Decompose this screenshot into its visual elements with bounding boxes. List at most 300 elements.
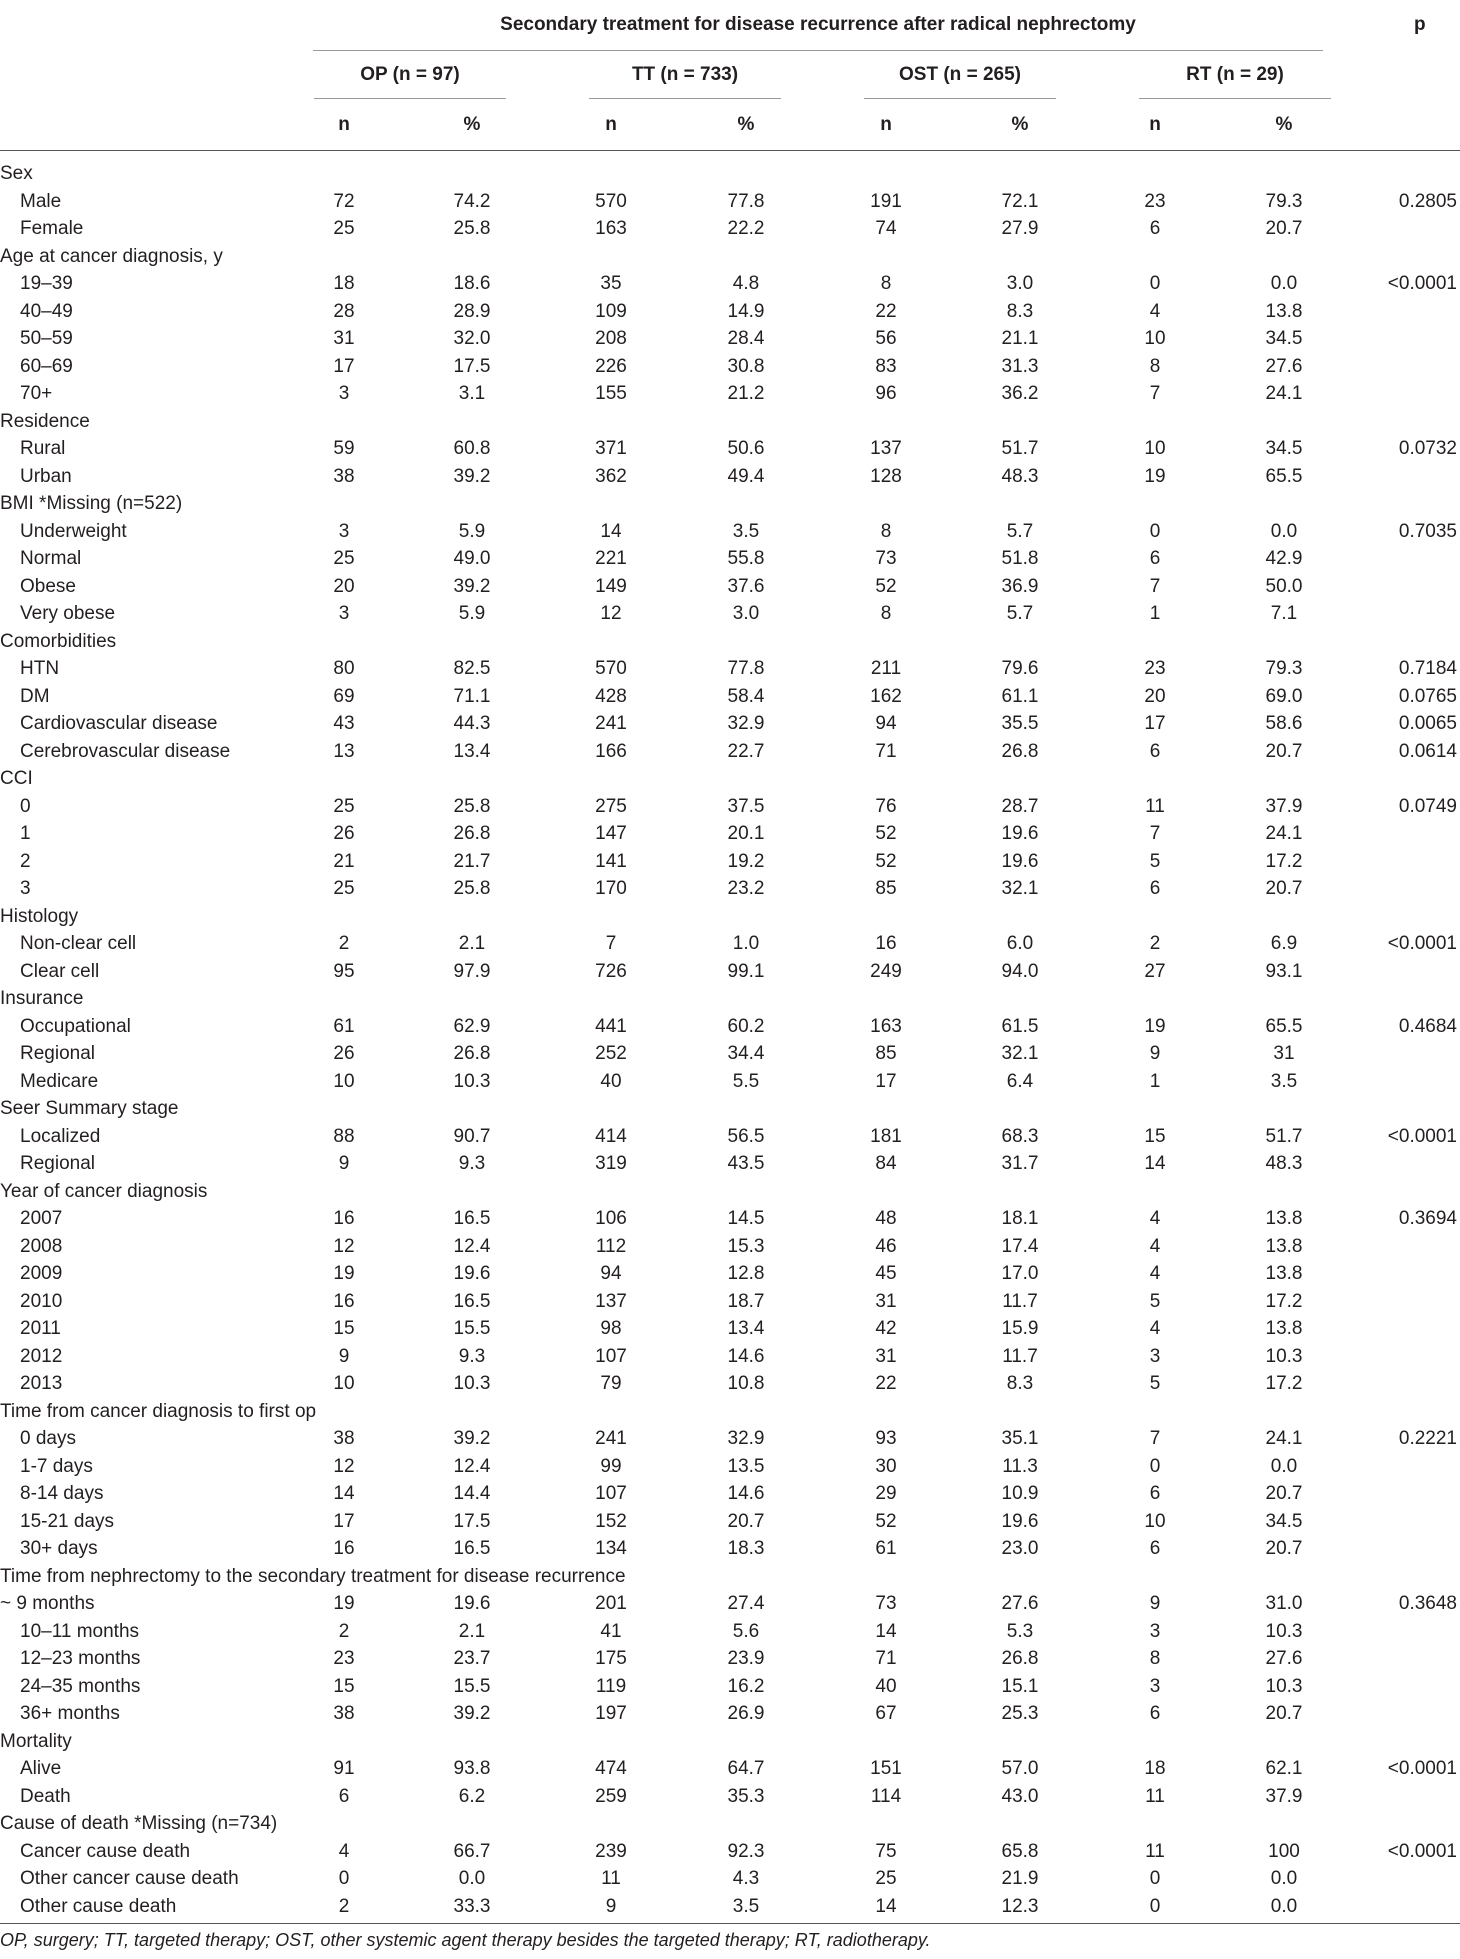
footnote: OP, surgery; TT, targeted therapy; OST, other systemic agent therapy besides the targeted therapy; RT, radiotherapy. (0, 1930, 931, 1950)
table-cell: 12 (333, 1235, 355, 1257)
table-cell: 21.1 (1001, 328, 1039, 349)
table-cell: 5.9 (458, 520, 486, 542)
table-cell: 27 (1144, 960, 1166, 982)
table-cell: 43.5 (727, 1153, 765, 1174)
table-cell: 13.8 (1265, 1208, 1303, 1229)
table-cell: 3 (1149, 1345, 1161, 1367)
table-cell: 51.8 (1001, 548, 1039, 569)
table-cell: 19.6 (1001, 823, 1039, 844)
table-cell: 23 (333, 1648, 355, 1669)
table-cell: 1.0 (732, 933, 760, 954)
row-label: 15-21 days (20, 1510, 115, 1532)
table-cell: 35.3 (727, 1785, 765, 1807)
table-cell: 73 (875, 1593, 897, 1614)
table-cell: 12 (600, 603, 622, 624)
table-cell: 17 (333, 1510, 355, 1532)
table-cell: 61 (875, 1538, 897, 1559)
table-cell: 30.8 (727, 355, 765, 377)
table-cell: 7 (1149, 823, 1161, 844)
table-cell: 16 (333, 1208, 355, 1229)
table-cell: 0 (1149, 1895, 1161, 1917)
table-cell: 241 (595, 1428, 627, 1449)
table-cell: 23.7 (453, 1648, 491, 1669)
table-cell: 10.3 (1265, 1345, 1303, 1367)
subheader-6: n (1149, 114, 1161, 135)
table-cell: 2 (1149, 933, 1161, 954)
table-cell: 93.8 (453, 1758, 491, 1779)
table-cell: 37.5 (727, 795, 765, 817)
table-cell: 25 (333, 218, 355, 239)
table-cell: 249 (870, 960, 902, 982)
table-cell: 201 (595, 1593, 627, 1614)
table-cell: 50.6 (727, 438, 765, 459)
category-label: BMI *Missing (n=522) (0, 493, 183, 514)
table-cell: 22.2 (727, 218, 765, 239)
table-cell: 18.6 (453, 273, 491, 294)
category-label: Mortality (0, 1730, 72, 1752)
table-cell: 32.9 (727, 1428, 765, 1449)
table-cell: 6 (1149, 1483, 1161, 1504)
table-cell: 8.3 (1006, 1373, 1034, 1394)
table-cell: 48.3 (1001, 465, 1039, 487)
table-cell: 19 (1144, 1015, 1166, 1037)
row-label: 1-7 days (20, 1455, 93, 1477)
table-cell: 19.6 (453, 1263, 491, 1284)
table-cell: 71 (875, 1648, 897, 1669)
table-cell: 3.0 (1006, 273, 1034, 294)
table-cell: 175 (595, 1648, 627, 1669)
table-cell: 8 (880, 520, 892, 542)
table-cell: 31.3 (1001, 355, 1039, 377)
table-cell: 211 (870, 658, 902, 679)
table-cell: 27.6 (1265, 355, 1303, 377)
table-cell: 21.2 (727, 383, 765, 404)
table-cell: 25 (333, 878, 355, 899)
table-cell: 99.1 (727, 960, 765, 982)
table-cell: 39.2 (453, 575, 491, 597)
table-cell: 19.6 (1001, 850, 1039, 872)
table-cell: 20.1 (727, 823, 765, 844)
table-cell: 4 (1149, 1318, 1161, 1339)
table-cell: 474 (595, 1758, 627, 1779)
table-cell: 20.7 (1265, 1538, 1303, 1559)
table-cell: 239 (595, 1840, 627, 1862)
table-cell: 170 (595, 878, 627, 899)
table-cell: 51.7 (1001, 438, 1039, 459)
table-cell: 77.8 (727, 190, 765, 212)
table-cell: 197 (595, 1703, 627, 1724)
table-cell: 56.5 (727, 1125, 765, 1147)
subheader-1: % (463, 114, 481, 135)
header-bottom-rule (0, 150, 1460, 151)
table-cell: 10 (333, 1070, 355, 1092)
table-cell: 10 (1144, 328, 1166, 349)
group-rule-3 (1139, 98, 1331, 99)
table-cell: 34.5 (1265, 1510, 1303, 1532)
table-cell: 75 (875, 1840, 897, 1862)
table-cell: 9.3 (458, 1345, 486, 1367)
table-cell: 32.9 (727, 713, 765, 734)
table-cell: 16 (875, 933, 897, 954)
row-label: 2009 (20, 1263, 63, 1284)
table-cell: 0.0 (458, 1868, 486, 1889)
table-cell: 31 (1273, 1043, 1295, 1064)
table-cell: 16 (333, 1538, 355, 1559)
table-cell: 15 (1144, 1125, 1166, 1147)
table-cell: 11 (1145, 1840, 1165, 1862)
category-label: Residence (0, 410, 90, 432)
table-cell: 137 (595, 1290, 627, 1312)
table-cell: 208 (595, 328, 627, 349)
table-cell: 23 (1144, 190, 1166, 212)
table-cell: 14.5 (727, 1208, 765, 1229)
table-cell: 13.4 (453, 740, 491, 762)
subheader-4: n (880, 114, 892, 135)
table-cell: 10.3 (1265, 1620, 1303, 1642)
table-cell: 52 (875, 575, 897, 597)
table-cell: 134 (595, 1538, 627, 1559)
table-cell: 0 (1149, 1455, 1161, 1477)
table-cell: 4.8 (732, 273, 760, 294)
table-cell: 79 (600, 1373, 622, 1394)
table-cell: 4 (1149, 1263, 1161, 1284)
table-cell: 4 (338, 1840, 350, 1862)
table-cell: 14.4 (453, 1483, 491, 1504)
table-cell: 5 (1149, 1373, 1161, 1394)
table-cell: 275 (595, 795, 627, 817)
table-cell: 3.5 (732, 1895, 760, 1917)
table-cell: 71.1 (453, 685, 491, 707)
table-cell: 11.3 (1002, 1455, 1038, 1477)
table-cell: 17.2 (1265, 1290, 1303, 1312)
table-cell: 3 (1149, 1620, 1161, 1642)
table-cell: 14 (1144, 1153, 1166, 1174)
table-cell: 25.8 (453, 795, 491, 817)
table-cell: 9 (605, 1895, 617, 1917)
p-value: 0.4684 (1398, 1015, 1457, 1037)
table-cell: 17.2 (1265, 850, 1303, 872)
table-cell: 18 (333, 273, 355, 294)
group-header-3: RT (n = 29) (1186, 64, 1284, 85)
table-cell: 13.5 (727, 1455, 765, 1477)
table-cell: 60.2 (727, 1015, 765, 1037)
table-cell: 14.6 (727, 1483, 765, 1504)
row-label: ~ 9 months (0, 1593, 95, 1614)
p-value: 0.2805 (1398, 190, 1457, 212)
table-cell: 26.8 (453, 823, 491, 844)
table-cell: 46 (875, 1235, 897, 1257)
table-cell: 7 (1149, 383, 1161, 404)
table-cell: 13.8 (1265, 300, 1303, 322)
table-cell: 5 (1149, 850, 1161, 872)
table-cell: 162 (870, 685, 902, 707)
row-label: 2011 (20, 1318, 61, 1339)
table-cell: 74 (875, 218, 897, 239)
table-cell: 15.1 (1001, 1675, 1039, 1697)
table-cell: 12.8 (727, 1263, 765, 1284)
table-cell: 22.7 (727, 740, 765, 762)
table-cell: 44.3 (453, 713, 491, 734)
table-cell: 24.1 (1265, 383, 1303, 404)
table-cell: 88 (333, 1125, 355, 1147)
group-header-rule (313, 50, 1323, 51)
row-label: Cancer cause death (20, 1840, 191, 1862)
row-label: Occupational (20, 1015, 131, 1037)
table-cell: 0 (338, 1868, 350, 1889)
table-cell: 19.6 (1001, 1510, 1039, 1532)
table-cell: 8.3 (1006, 300, 1034, 322)
table-cell: 17 (1144, 713, 1166, 734)
table-cell: 6 (1149, 548, 1161, 569)
table-cell: 52 (875, 850, 897, 872)
table-cell: 22 (875, 1373, 897, 1394)
group-rule-1 (589, 98, 781, 99)
table-cell: 2.1 (458, 933, 486, 954)
row-label: Localized (20, 1125, 101, 1147)
table-cell: 128 (870, 465, 902, 487)
table-cell: 93.1 (1265, 960, 1303, 982)
table-cell: 3.5 (732, 520, 760, 542)
p-value: 0.3694 (1398, 1208, 1457, 1229)
table-cell: 35.1 (1001, 1428, 1039, 1449)
table-cell: 79.6 (1001, 658, 1039, 679)
table-bottom-rule (0, 1923, 1460, 1924)
table-cell: 36.2 (1001, 383, 1039, 404)
table-cell: 50.0 (1265, 575, 1303, 597)
table-cell: 32.1 (1001, 878, 1039, 899)
row-label: 3 (20, 878, 31, 899)
table-cell: 4.3 (732, 1868, 760, 1889)
table-cell: 25 (875, 1868, 897, 1889)
table-cell: 24.1 (1265, 823, 1303, 844)
table-cell: 21 (333, 850, 355, 872)
table-cell: 4 (1149, 1208, 1161, 1229)
table-cell: 149 (595, 575, 627, 597)
table-cell: 40 (875, 1675, 897, 1697)
table-cell: 12.4 (453, 1235, 491, 1257)
table-cell: 15.3 (727, 1235, 765, 1257)
table-cell: 56 (875, 328, 897, 349)
table-cell: 152 (595, 1510, 627, 1532)
table-cell: 27.6 (1265, 1648, 1303, 1669)
category-label: Time from cancer diagnosis to first op (0, 1400, 317, 1422)
table-cell: 12.4 (453, 1455, 491, 1477)
table-cell: 3.1 (458, 383, 486, 404)
table-cell: 11 (1145, 1785, 1165, 1807)
table-cell: 259 (595, 1785, 627, 1807)
table-cell: 107 (595, 1345, 627, 1367)
table-cell: 14.9 (727, 300, 765, 322)
table-cell: 7 (1149, 575, 1161, 597)
table-cell: 65.8 (1001, 1840, 1039, 1862)
table-cell: 18.7 (727, 1290, 765, 1312)
table-cell: 26 (333, 1043, 355, 1064)
table-cell: 34.5 (1265, 328, 1303, 349)
row-label: 60–69 (20, 355, 73, 377)
table-cell: 163 (870, 1015, 902, 1037)
table-cell: 39.2 (453, 1703, 491, 1724)
row-label: Non-clear cell (20, 933, 137, 954)
table-cell: 20 (1144, 685, 1166, 707)
table-cell: 17.0 (1001, 1263, 1039, 1284)
row-label: 30+ days (20, 1538, 98, 1559)
table-cell: 72 (333, 190, 355, 212)
table-cell: 10 (1144, 1510, 1166, 1532)
table-cell: 26.8 (1001, 740, 1039, 762)
table-cell: 48.3 (1265, 1153, 1303, 1174)
table-cell: 16.5 (453, 1208, 491, 1229)
table-cell: 83 (875, 355, 897, 377)
table-cell: 49.4 (727, 465, 765, 487)
row-label: 2012 (20, 1345, 63, 1367)
table-cell: 6 (1149, 740, 1161, 762)
table-cell: 22 (875, 300, 897, 322)
row-label: 8-14 days (20, 1483, 104, 1504)
table-cell: 23.9 (727, 1648, 765, 1669)
row-label: 2013 (20, 1373, 63, 1394)
p-value: 0.7035 (1398, 520, 1457, 542)
table-cell: 319 (595, 1153, 627, 1174)
table-cell: 26.8 (1001, 1648, 1039, 1669)
table-cell: 428 (595, 685, 627, 707)
table-cell: 25.3 (1001, 1703, 1039, 1724)
table-cell: 10 (1144, 438, 1166, 459)
table-cell: 10.3 (453, 1070, 491, 1092)
table-cell: 2 (338, 1620, 350, 1642)
subheader-3: % (737, 114, 755, 135)
table-cell: 9 (1149, 1593, 1161, 1614)
table-cell: 11 (601, 1868, 621, 1889)
table-cell: 0 (1149, 273, 1161, 294)
table-cell: 93 (875, 1428, 897, 1449)
table-cell: 11 (1145, 795, 1165, 817)
table-cell: 13.8 (1265, 1235, 1303, 1257)
table-cell: 21.9 (1001, 1868, 1039, 1889)
table-cell: 69 (333, 685, 355, 707)
table-cell: 77.8 (727, 658, 765, 679)
table-cell: 28.7 (1001, 795, 1039, 817)
row-label: 19–39 (20, 273, 73, 294)
group-header: Secondary treatment for disease recurrence after radical nephrectomy (500, 14, 1136, 35)
table-cell: 441 (595, 1015, 627, 1037)
row-label: Death (20, 1785, 71, 1807)
table-cell: 11.7 (1002, 1290, 1038, 1312)
category-label: Insurance (0, 988, 84, 1009)
table-cell: 8 (1149, 1648, 1161, 1669)
row-label: Other cause death (20, 1895, 177, 1917)
table-cell: 5.3 (1006, 1620, 1034, 1642)
table-cell: 6 (1149, 878, 1161, 899)
table-cell: 0.0 (1270, 1895, 1298, 1917)
table-cell: 114 (870, 1785, 902, 1807)
table-cell: 1 (1149, 603, 1161, 624)
table-cell: 13 (333, 740, 355, 762)
table-cell: 84 (875, 1153, 897, 1174)
table-cell: 31.7 (1001, 1153, 1039, 1174)
table-cell: 23.0 (1001, 1538, 1039, 1559)
table-cell: 362 (595, 465, 627, 487)
row-label: 1 (20, 823, 31, 844)
table-cell: 15.5 (453, 1675, 491, 1697)
subheader-2: n (605, 114, 617, 135)
table-cell: 14.6 (727, 1345, 765, 1367)
table-cell: 6.9 (1270, 933, 1298, 954)
table-cell: 27.9 (1001, 218, 1039, 239)
table-cell: 226 (595, 355, 627, 377)
table-cell: 109 (595, 300, 627, 322)
table-cell: 51.7 (1265, 1125, 1303, 1147)
table-cell: 106 (595, 1208, 627, 1229)
row-label: HTN (20, 658, 60, 679)
table-cell: 9.3 (458, 1153, 486, 1174)
table-cell: 3 (338, 383, 350, 404)
table-cell: 19 (1144, 465, 1166, 487)
table-cell: 39.2 (453, 1428, 491, 1449)
table-cell: 41 (600, 1620, 622, 1642)
table-cell: 141 (595, 850, 627, 872)
table-cell: 2 (338, 1895, 350, 1917)
row-label: 12–23 months (20, 1648, 141, 1669)
table-cell: 5.7 (1006, 603, 1034, 624)
table-cell: 9 (1149, 1043, 1161, 1064)
table-cell: 6.2 (458, 1785, 486, 1807)
table-cell: 60.8 (453, 438, 491, 459)
table-cell: 39.2 (453, 465, 491, 487)
table-cell: 726 (595, 960, 627, 982)
table-cell: 25 (333, 548, 355, 569)
table-cell: 76 (875, 795, 897, 817)
p-value: 0.0065 (1398, 713, 1457, 734)
group-header-0: OP (n = 97) (360, 64, 460, 85)
table-cell: 65.5 (1265, 465, 1303, 487)
table-cell: 16.5 (453, 1538, 491, 1559)
table-cell: 15 (333, 1675, 355, 1697)
table-cell: 28 (333, 300, 355, 322)
table-cell: 94 (875, 713, 897, 734)
table-cell: 7 (605, 933, 617, 954)
table-cell: 98 (600, 1318, 622, 1339)
table-cell: 25.8 (453, 218, 491, 239)
table-cell: 5.7 (1006, 520, 1034, 542)
table-cell: 7.1 (1270, 603, 1298, 624)
table-cell: 38 (333, 1703, 355, 1724)
table-cell: 32.1 (1001, 1043, 1039, 1064)
table-cell: 10 (333, 1373, 355, 1394)
table-cell: 163 (595, 218, 627, 239)
table-cell: 17 (333, 355, 355, 377)
table-cell: 95 (333, 960, 355, 982)
table-cell: 0.0 (1270, 520, 1298, 542)
table-cell: 23 (1144, 658, 1166, 679)
table-cell: 26.8 (453, 1043, 491, 1064)
table-cell: 15 (333, 1318, 355, 1339)
row-label: 50–59 (20, 328, 73, 349)
table-cell: 71 (875, 740, 897, 762)
p-value: 0.0732 (1398, 438, 1457, 459)
table-cell: 15.9 (1001, 1318, 1039, 1339)
category-label: Histology (0, 905, 79, 927)
group-header-1: TT (n = 733) (631, 64, 739, 85)
row-label: 70+ (20, 383, 53, 404)
table-cell: 14 (333, 1483, 355, 1504)
table-cell: 4 (1149, 1235, 1161, 1257)
p-value: <0.0001 (1387, 1840, 1457, 1862)
table-cell: 24.1 (1265, 1428, 1303, 1449)
table-cell: 0 (1149, 520, 1161, 542)
table-cell: 241 (595, 713, 627, 734)
table-cell: 69.0 (1265, 685, 1303, 707)
table-cell: 42.9 (1265, 548, 1303, 569)
